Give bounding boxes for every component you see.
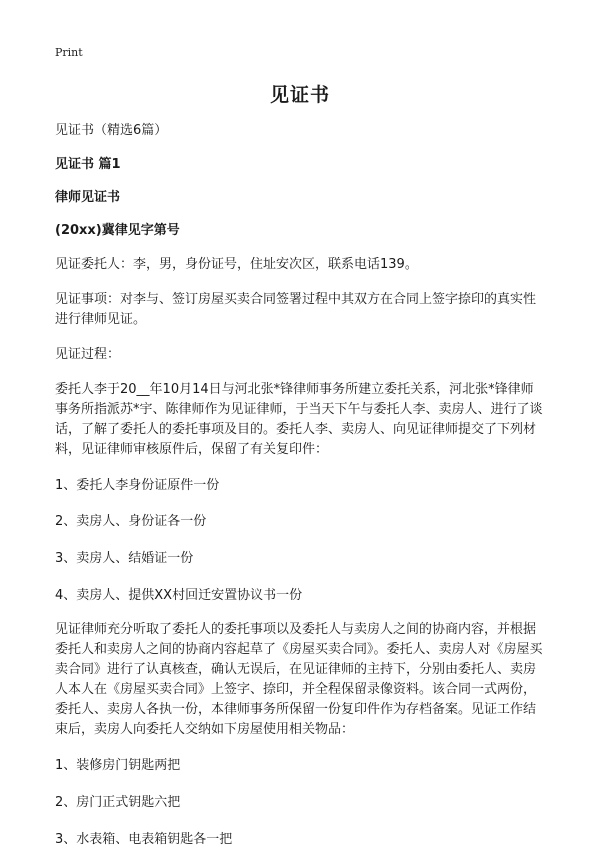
list-item: 1、委托人李身份证原件一份 <box>55 478 220 493</box>
subtitle: 见证书（精选6篇） <box>55 123 168 138</box>
print-label: Print <box>55 46 83 59</box>
document-body <box>55 121 545 850</box>
list-item: 3、水表箱、电表箱钥匙各一把 <box>55 832 233 847</box>
process-label: 见证过程： <box>55 347 121 362</box>
document-number: (20xx)冀律见字第号 <box>55 223 180 238</box>
matter-paragraph: 见证事项：对李与、签订房屋买卖合同签署过程中其双方在合同上签字捺印的真实性进行律师见证。 <box>55 292 537 327</box>
section-heading: 律师见证书 <box>55 190 121 205</box>
process-paragraph-2: 见证律师充分听取了委托人的委托事项以及委托人与卖房人之间的协商内容，并根据委托人和卖房人之间的协商内容起草了《房屋买卖合同》。委托人、卖房人对《房屋买卖合同》进行了认真核查，确认无误后，在见证律师的主持下，分别由委托人、卖房人本人在《房屋买卖合同》上签字、捺印，并全程保留录像资料。该合同一式两份，委托人、卖房人各执一份，本律师事务所保留一份复印件作为存档备案。见证工作结束后，卖房人向委托人交纳如下房屋使用相关物品： <box>55 622 543 737</box>
list-item: 4、卖房人、提供XX村回迁安置协议书一份 <box>55 588 303 603</box>
list-item: 2、卖房人、身份证各一份 <box>55 514 207 529</box>
client-info: 见证委托人：李，男，身份证号，住址安次区，联系电话139。 <box>55 257 418 272</box>
list-item: 3、卖房人、结婚证一份 <box>55 551 194 566</box>
document-title: 见证书 <box>269 84 330 106</box>
process-paragraph-1: 委托人李于20__年10月14日与河北张*锋律师事务所建立委托关系，河北张*锋律师事务所指派苏*宇、陈律师作为见证律师，于当天下午与委托人李、卖房人、进行了谈话，了解了委托人的委托事项及目的。委托人李、卖房人、向见证律师提交了下列材料，见证律师审核原件后，保留了有关复印件： <box>55 382 543 457</box>
list-item: 1、装修房门钥匙两把 <box>55 758 181 773</box>
section-title: 见证书 篇1 <box>55 157 121 172</box>
list-item: 2、房门正式钥匙六把 <box>55 795 181 810</box>
